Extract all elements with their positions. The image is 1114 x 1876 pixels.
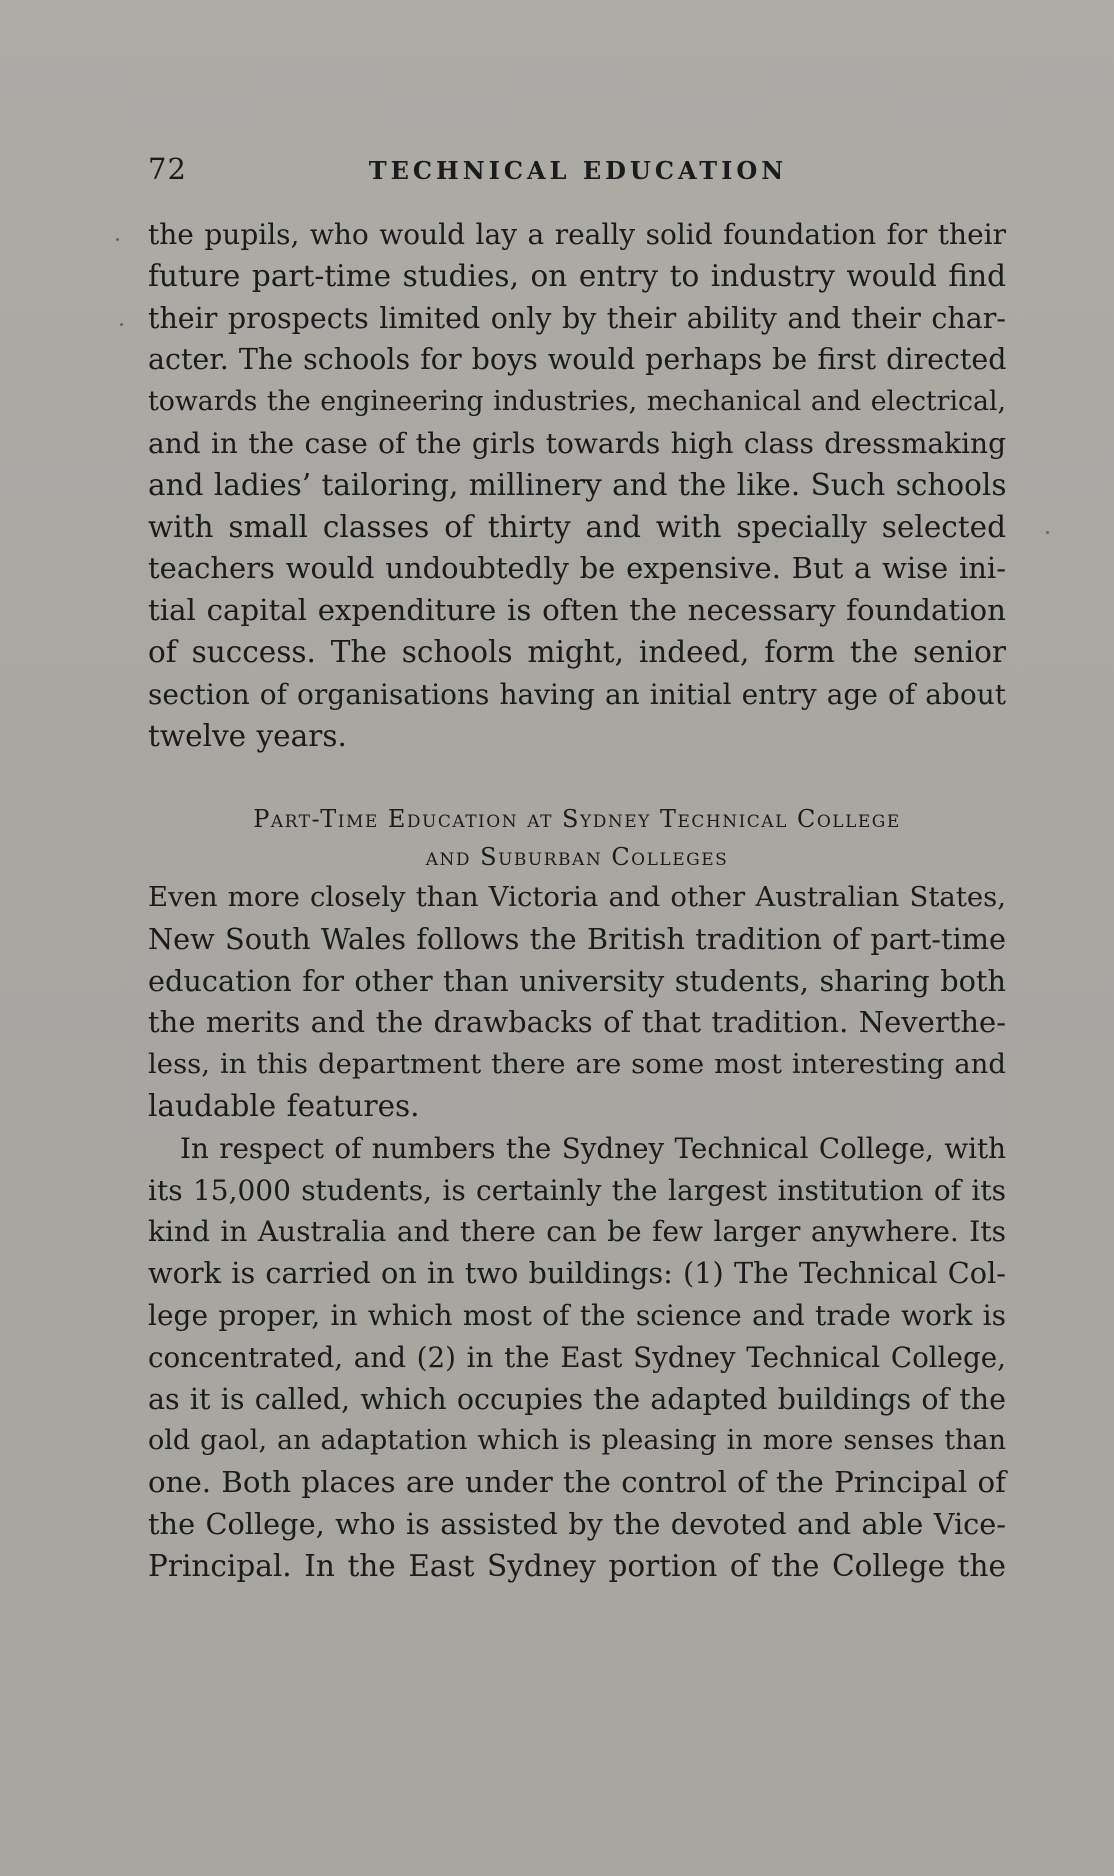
text-line: the merits and the drawbacks of that tradition. Neverthe- <box>148 1005 1006 1040</box>
text-line: of success. The schools might, indeed, form the senior <box>148 634 1006 669</box>
text-line: with small classes of thirty and with specially selected <box>148 509 1006 544</box>
page-number: 72 <box>148 152 187 186</box>
text-line: less, in this department there are some most interesting and <box>148 1048 1006 1081</box>
paper-speck <box>1046 531 1049 534</box>
paper-speck <box>120 323 123 326</box>
text-line: the pupils, who would lay a really solid foundation for their <box>148 218 1006 251</box>
section-body <box>148 877 1006 1588</box>
text-line: and ladies’ tailoring, millinery and the like. Such schools <box>148 467 1007 502</box>
text-line: concentrated, and (2) in the East Sydney Technical College, <box>148 1340 1006 1374</box>
text-line: teachers would undoubtedly be expensive. But a wise ini- <box>148 551 1006 586</box>
running-title: TECHNICAL EDUCATION <box>368 156 788 185</box>
text-line: New South Wales follows the British tradition of part-time <box>148 921 1006 956</box>
text-line: as it is called, which occupies the adapted buildings of the <box>148 1382 1006 1416</box>
text-line: one. Both places are under the control of the Principal of <box>148 1465 1006 1500</box>
text-line: work is carried on in two buildings: (1) The Technical Col- <box>148 1256 1006 1291</box>
text-line: old gaol, an adaptation which is pleasing in more senses than <box>148 1425 1006 1457</box>
text-line: their prospects limited only by their ability and their char- <box>148 301 1006 335</box>
paragraph-1 <box>148 214 1006 757</box>
section-heading-line-2: and Suburban Colleges <box>425 843 729 871</box>
page-header <box>148 152 1008 192</box>
text-line: laudable features. <box>148 1088 420 1123</box>
section-heading-line-1: Part-Time Education at Sydney Technical College <box>253 805 901 833</box>
text-line: future part-time studies, on entry to industry would find <box>148 258 1006 293</box>
text-line: twelve years. <box>148 718 347 753</box>
text-line: tial capital expenditure is often the necessary foundation <box>148 593 1006 628</box>
text-line: acter. The schools for boys would perhaps be first directed <box>148 343 1007 377</box>
text-line: section of organisations having an initial entry age of about <box>148 677 1006 711</box>
text-line: education for other than university students, sharing both <box>148 963 1006 998</box>
text-line: towards the engineering industries, mechanical and electrical, <box>148 386 1006 418</box>
text-line: kind in Australia and there can be few larger anywhere. Its <box>148 1215 1006 1249</box>
text-line: the College, who is assisted by the devoted and able Vice- <box>148 1506 1006 1541</box>
text-line: Even more closely than Victoria and other Australian States, <box>148 881 1006 913</box>
paragraph-3 <box>148 1128 1006 1588</box>
text-line: and in the case of the girls towards high class dressmaking <box>148 426 1006 460</box>
section-heading <box>148 800 1006 876</box>
text-line: its 15,000 students, is certainly the largest institution of its <box>148 1173 1006 1207</box>
paragraph-2 <box>148 877 1006 1128</box>
paper-speck <box>116 238 119 241</box>
text-line: Principal. In the East Sydney portion of the College the <box>148 1548 1006 1583</box>
text-line: lege proper, in which most of the science and trade work is <box>148 1298 1006 1332</box>
text-line: In respect of numbers the Sydney Technical College, with <box>180 1131 1006 1165</box>
